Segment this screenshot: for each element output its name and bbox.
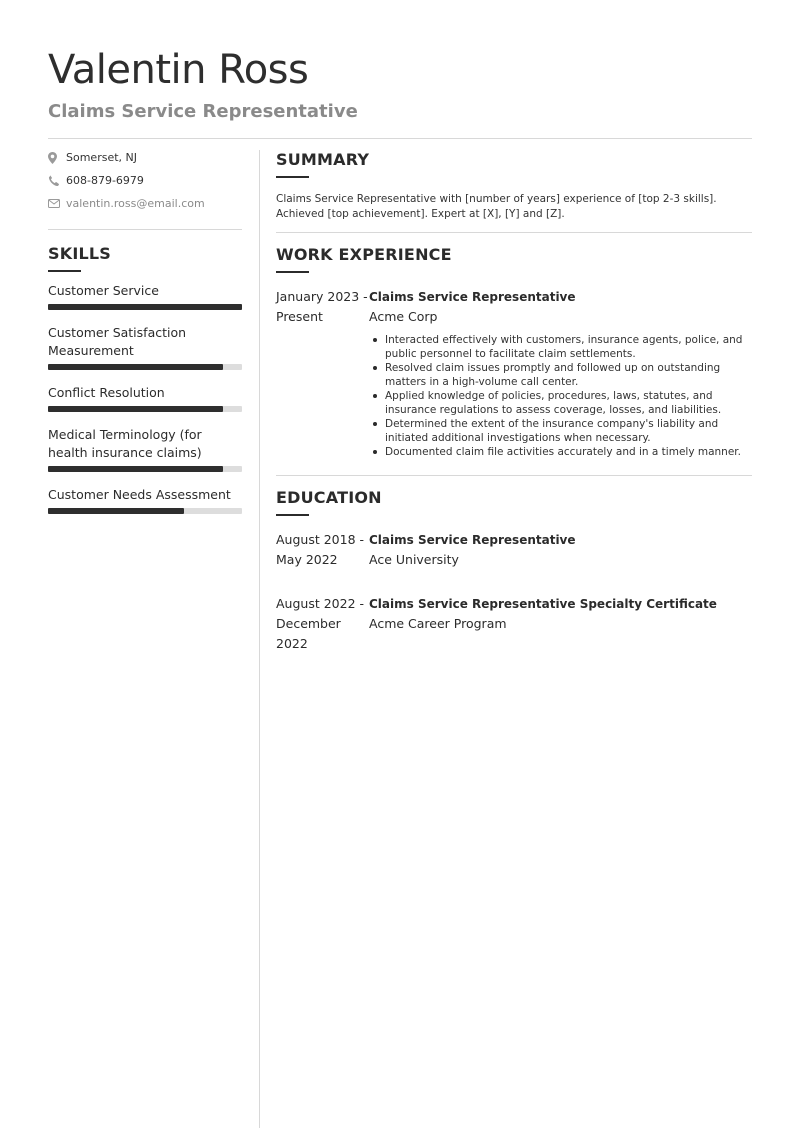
- education-date: [276, 594, 369, 654]
- summary-divider: [276, 232, 752, 233]
- date-start: August 2022 -: [276, 596, 365, 611]
- responsibility-item: Interacted effectively with customers, insurance agents, police, and public personnel to facilitate claim settlements.: [385, 333, 752, 361]
- skill-level-fill: [48, 364, 223, 370]
- skill-item: [48, 324, 242, 370]
- envelope-icon: [48, 199, 66, 208]
- email-text: valentin.ross@email.com: [66, 197, 205, 210]
- experience-heading: WORK EXPERIENCE: [276, 245, 452, 264]
- left-column: [48, 146, 242, 514]
- responsibility-item: Resolved claim issues promptly and followed up on outstanding matters in a high-volume call center.: [385, 361, 752, 389]
- column-divider: [259, 150, 260, 1128]
- education-details: [369, 594, 752, 654]
- education-date: [276, 530, 369, 570]
- education-heading-underline: [276, 514, 309, 516]
- location-text: Somerset, NJ: [66, 151, 137, 164]
- company-name: Acme Corp: [369, 309, 438, 324]
- degree-title: Claims Service Representative: [369, 533, 576, 547]
- candidate-title: Claims Service Representative: [48, 101, 358, 122]
- skill-level-fill: [48, 508, 184, 514]
- header-divider: [48, 138, 752, 139]
- skill-level-fill: [48, 406, 223, 412]
- skill-level-bar: [48, 406, 242, 412]
- skills-section: [48, 244, 242, 514]
- skills-heading-underline: [48, 270, 81, 272]
- skill-name: Customer Satisfaction Measurement: [48, 325, 187, 358]
- skill-level-bar: [48, 508, 242, 514]
- skill-level-bar: [48, 304, 242, 310]
- contact-location: [48, 146, 242, 169]
- skill-name: Customer Needs Assessment: [48, 487, 231, 502]
- contact-email: [48, 192, 242, 215]
- skill-level-bar: [48, 364, 242, 370]
- resume-header: [48, 46, 752, 124]
- date-end: December 2022: [276, 616, 341, 651]
- phone-text: 608-879-6979: [66, 174, 144, 187]
- summary-section: [276, 150, 752, 222]
- skill-item: [48, 486, 242, 514]
- work-experience-section: [276, 245, 752, 459]
- institution-name: Ace University: [369, 552, 459, 567]
- skills-heading: SKILLS: [48, 244, 111, 263]
- contact-info: [48, 146, 242, 215]
- skills-list: [48, 282, 242, 514]
- date-start: August 2018 -: [276, 532, 365, 547]
- experience-date: [276, 287, 369, 459]
- skill-level-bar: [48, 466, 242, 472]
- candidate-name: Valentin Ross: [48, 47, 309, 93]
- job-title: Claims Service Representative: [369, 290, 576, 304]
- skill-item: [48, 426, 242, 472]
- education-list: [276, 530, 752, 654]
- skill-name: Customer Service: [48, 283, 159, 298]
- skill-item: [48, 384, 242, 412]
- phone-icon: [48, 175, 66, 186]
- responsibility-item: Determined the extent of the insurance company's liability and initiated additional investigations when necessary.: [385, 417, 752, 445]
- skill-item: [48, 282, 242, 310]
- experience-heading-underline: [276, 271, 309, 273]
- responsibilities-list: [369, 333, 752, 459]
- responsibility-item: Applied knowledge of policies, procedures, laws, statutes, and insurance regulations to assess coverage, losses, and liabilities.: [385, 389, 752, 417]
- skill-level-fill: [48, 304, 242, 310]
- right-column: [276, 150, 752, 654]
- education-details: [369, 530, 752, 570]
- degree-title: Claims Service Representative Specialty Certificate: [369, 597, 717, 611]
- map-pin-icon: [48, 152, 66, 164]
- responsibility-item: Documented claim file activities accurately and in a timely manner.: [385, 445, 752, 459]
- skill-level-fill: [48, 466, 223, 472]
- education-heading: EDUCATION: [276, 488, 382, 507]
- experience-list: [276, 287, 752, 459]
- summary-heading-underline: [276, 176, 309, 178]
- summary-heading: SUMMARY: [276, 150, 370, 169]
- institution-name: Acme Career Program: [369, 616, 507, 631]
- date-end: May 2022: [276, 552, 338, 567]
- contact-phone: [48, 169, 242, 192]
- experience-details: [369, 287, 752, 459]
- skill-name: Conflict Resolution: [48, 385, 165, 400]
- summary-text: Claims Service Representative with [number of years] experience of [top 2-3 skills]. Achieved [top achievement]. Expert at [X], [Y] and [Z].: [276, 193, 717, 220]
- contact-divider: [48, 229, 242, 230]
- education-section: [276, 488, 752, 654]
- skill-name: Medical Terminology (for health insurance claims): [48, 427, 202, 460]
- date-start: January 2023 -: [276, 289, 368, 304]
- date-end: Present: [276, 309, 323, 324]
- education-entry: [276, 530, 752, 570]
- experience-divider: [276, 475, 752, 476]
- education-entry: [276, 594, 752, 654]
- experience-entry: [276, 287, 752, 459]
